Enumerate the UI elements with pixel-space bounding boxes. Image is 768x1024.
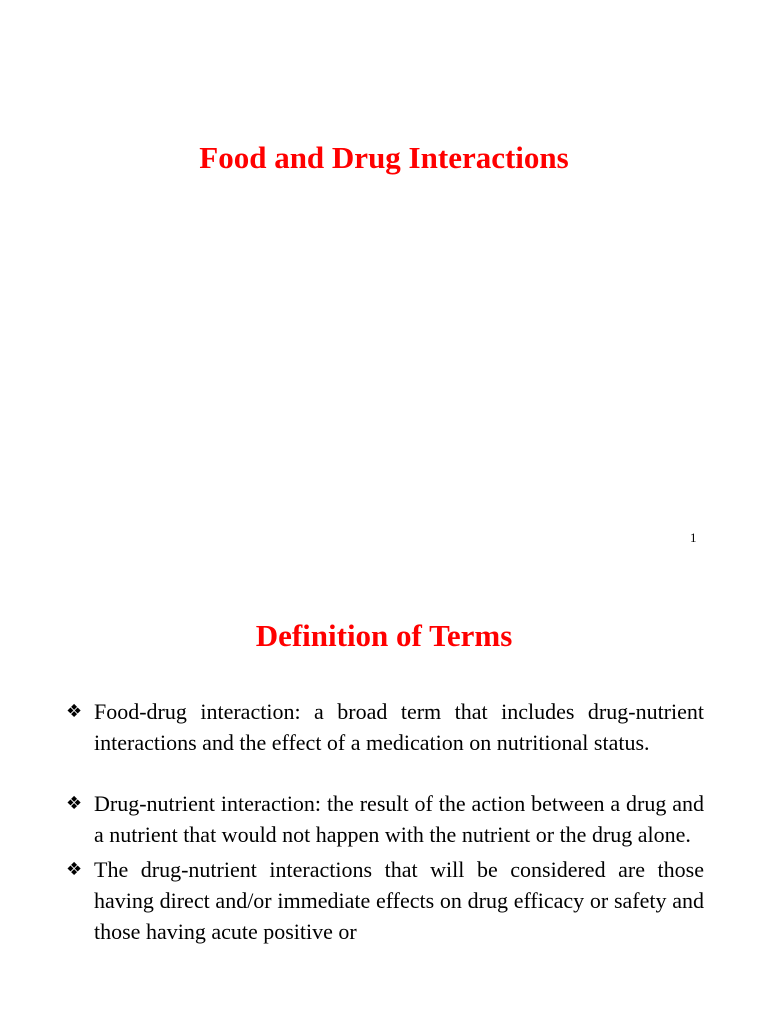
- definition-list: [66, 696, 704, 947]
- slide-title: Food and Drug Interactions: [199, 140, 569, 175]
- diamond-bullet-icon: ❖: [66, 701, 83, 722]
- list-item: [66, 696, 704, 758]
- slide-2: [0, 560, 768, 1024]
- bullet-text: The drug-nutrient interactions that will be considered are those having direct and/or immediate effects on drug efficacy or safety and those having acute positive or: [94, 857, 704, 944]
- diamond-bullet-icon: ❖: [66, 859, 83, 880]
- list-item: [66, 788, 704, 850]
- page-number: 1: [690, 530, 697, 545]
- list-item: [66, 854, 704, 947]
- bullet-text: Drug-nutrient interaction: the result of the action between a drug and a nutrient that would not happen with the nutrient or the drug alone.: [94, 791, 704, 847]
- bullet-text: Food-drug interaction: a broad term that includes drug-nutrient interactions and the effect of a medication on nutritional status.: [94, 699, 704, 755]
- diamond-bullet-icon: ❖: [66, 793, 83, 814]
- section-title: Definition of Terms: [255, 618, 513, 653]
